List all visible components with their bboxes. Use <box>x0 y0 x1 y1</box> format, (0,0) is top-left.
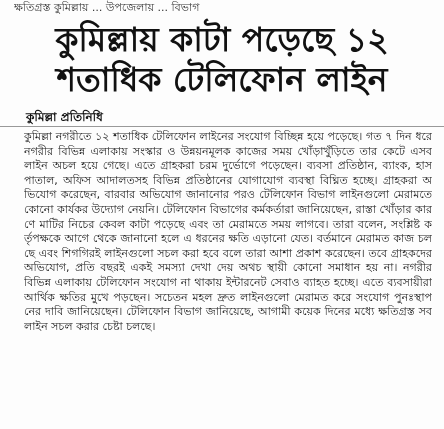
previous-article-strip: ক্ষতিগ্রস্ত কুমিল্লায় ... উপজেলায় ... বিভাগ <box>14 1 200 14</box>
headline <box>0 20 444 100</box>
byline: কুমিল্লা প্রতিনিধি <box>26 110 103 124</box>
divider <box>0 126 444 127</box>
body-paragraph: কুমিল্লা নগরীতে ১২ শতাধিক টেলিফোন লাইনের সংযোগ বিচ্ছিন্ন হয়ে পড়েছে। গত ৭ দিন ধরে নগরীর বিভিন্ন এলাকায় সংস্কার ও উন্নয়নমূলক কাজের সময় খোঁড়াখুঁড়িতে তার কেটে এসব লাইন অচল হয়ে গেছে। এতে গ্রাহকরা চরম দুর্ভোগে পড়েছেন। ব্যবসা প্রতিষ্ঠান, ব্যাংক, হাসপাতাল, অফিস আদালতসহ বিভিন্ন প্রতিষ্ঠানের যোগাযোগ ব্যবস্থা বিঘ্নিত হচ্ছে। গ্রাহকরা অভিযোগ করেছেন, বারবার অভিযোগ জানানোর পরও টেলিফোন বিভাগ লাইনগুলো মেরামতে কোনো কার্যকর উদ্যোগ নেয়নি। টেলিফোন বিভাগের কর্মকর্তারা জানিয়েছেন, রাস্তা খোঁড়ার কারণে মাটির নিচের কেবল কাটা পড়েছে এবং তা মেরামতে সময় লাগবে। তারা বলেন, সংশ্লিষ্ট কর্তৃপক্ষকে আগে থেকে জানানো হলে এ ধরনের ক্ষতি এড়ানো যেত। বর্তমানে মেরামত কাজ চলছে এবং শিগগিরই লাইনগুলো সচল করা হবে বলে তারা আশা প্রকাশ করেছেন। তবে গ্রাহকদের অভিযোগ, প্রতি বছরই একই সমস্যা দেখা দেয় অথচ স্থায়ী কোনো সমাধান হয় না। নগরীর বিভিন্ন এলাকায় টেলিফোন সংযোগ না থাকায় ইন্টারনেট সেবাও ব্যাহত হচ্ছে। এতে ব্যবসায়ীরা আর্থিক ক্ষতির মুখে পড়ছেন। সচেতন মহল দ্রুত লাইনগুলো মেরামত করে সংযোগ পুনঃস্থাপনের দাবি জানিয়েছেন। টেলিফোন বিভাগ জানিয়েছে, আগামী কয়েক দিনের মধ্যে ক্ষতিগ্রস্ত সব লাইন সচল করার চেষ্টা চলছে। <box>24 130 432 333</box>
headline-line-2: শতাধিক টেলিফোন লাইন <box>56 60 388 99</box>
headline-line-1: কুমিল্লায় কাটা পড়েছে ১২ <box>55 20 389 59</box>
article-body <box>24 130 432 425</box>
